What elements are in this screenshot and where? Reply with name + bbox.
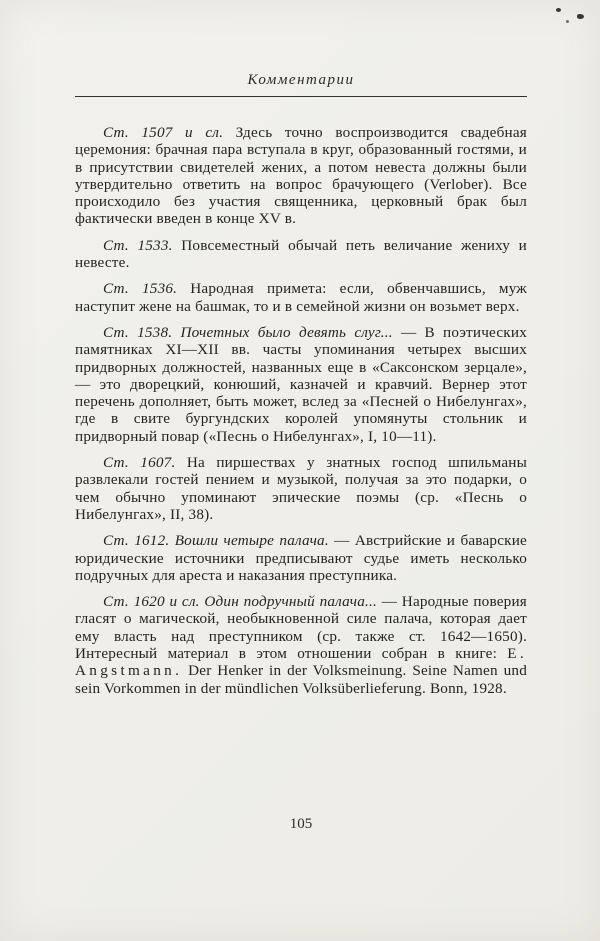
paragraph [75, 280, 527, 315]
text-segment: — Народные поверия гласят о магической, необыкновенной силе палача, которая дает ему власть над преступником (ср. также ст. 1642—1650). Интересный материал в этом отношении собран в книге: [75, 593, 527, 663]
paragraph [75, 593, 527, 697]
text-segment: Вошли четыре палача. [174, 532, 335, 550]
text-segment: Народная примета: если, обвенчавшись, муж наступит жене на башмак, то и в семейной жизни он возьмет верх. [75, 280, 527, 315]
text-segment: Ст. 1607. [103, 454, 187, 472]
paragraph [75, 324, 527, 445]
page-number: 105 [289, 816, 313, 832]
scan-artifact [577, 14, 584, 19]
text-segment: Der Henker in der Volksmeinung. Seine Namen und sein Vorkommen in der mündlichen Volksüberlieferung. Bonn, 1928. [75, 662, 527, 697]
scan-artifact [556, 8, 561, 12]
paragraph [75, 532, 527, 584]
text-segment: На пиршествах у знатных господ шпильманы развлекали гостей пением и музыкой, получая за это подарки, о чем обычно упоминают эпические поэмы (ср. «Песнь о Нибелунгах», II, 38). [75, 454, 528, 523]
text-segment: Ст. 1536. [103, 280, 191, 298]
paragraph [75, 237, 527, 272]
text-segment: Ст. 1620 и сл. [103, 593, 205, 611]
text-column [75, 72, 527, 706]
text-segment: — Австрийские и баварские юридические источники предписывают судье иметь несколько подручных для ареста и наказания преступника. [75, 532, 528, 584]
running-header-title: Комментарии [247, 72, 355, 88]
text-segment: Почетных было девять слуг... [180, 323, 401, 341]
text-segment: Один подручный палача... [204, 593, 382, 611]
text-segment: Ст. 1507 и сл. [103, 124, 236, 141]
paragraph [75, 454, 527, 523]
scan-artifact [566, 20, 569, 23]
text-segment: Ст. 1533. [103, 236, 182, 254]
text-segment: Повсеместный обычай петь величание жениху и невесте. [75, 236, 528, 272]
text-segment: E. Angstmann. [75, 645, 527, 680]
text-segment: — В поэтических памятниках XI—XII вв. часты упоминания четырех высших придворных должностей, названных еще в «Саксонском зерцале», — это дворецкий, конюший, казначей и кравчий. Вернер этот перечень дополняет, быть может, вслед за «Песней о Нибелунгах», где в свите бургундских королей упомянуты стольник и придворный повар («Песнь о Нибелунгах», I, 10—11). [75, 323, 528, 445]
header-rule [75, 96, 527, 97]
running-header [75, 72, 527, 89]
text-segment: Ст. 1538. [103, 323, 181, 341]
paragraph [75, 124, 527, 228]
text-segment: Здесь точно воспроизводится свадебная церемония: брачная пара вступала в круг, образованный гостями, и в присутствии свидетелей жених, а потом невеста должны были утвердительно ответить на вопрос брачующего (Verlober). Все происходило без участия священника, церковный брак был фактически введен в конце XV в. [75, 124, 527, 228]
paragraphs [75, 124, 527, 697]
text-segment: Ст. 1612. [103, 532, 175, 550]
